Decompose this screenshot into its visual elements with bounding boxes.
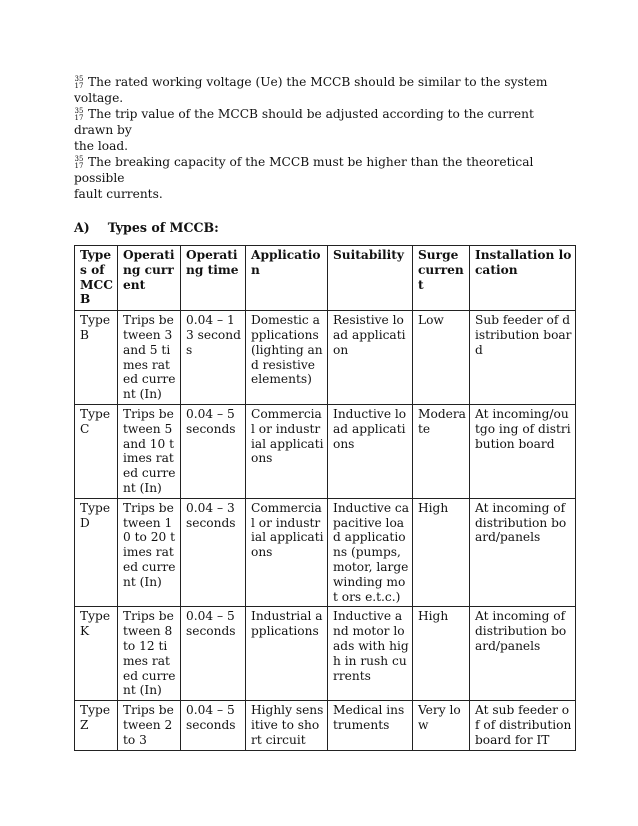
table-cell: Inductive capacitive load applications (pumps, motor, large winding mot ors e.t.c.) (328, 498, 413, 607)
intro-continuation: voltage. (74, 91, 124, 105)
table-row (75, 311, 576, 405)
table-cell: Medical instruments (328, 701, 413, 750)
table-cell: Inductive and motor loads with high in rush currents (328, 607, 413, 701)
header-surge-current: Surge current (413, 246, 470, 311)
intro-continuation: fault currents. (74, 187, 163, 201)
table-cell: 0.04 – 3 seconds (181, 498, 246, 607)
header-installation-location: Installation location (470, 246, 576, 311)
table-row (75, 701, 576, 750)
table-cell: Trips between 2 to 3 (118, 701, 181, 750)
section-title: Types of MCCB: (107, 220, 219, 235)
table-cell: Type Z (75, 701, 118, 750)
intro-bullet (74, 154, 574, 186)
table-row (75, 498, 576, 607)
bullet-glyph-icon: 35 17 (74, 155, 84, 170)
table-cell: Type K (75, 607, 118, 701)
table-cell: Type C (75, 404, 118, 498)
table-cell: At incoming of distribution board/panels (470, 498, 576, 607)
header-application: Application (246, 246, 328, 311)
header-type: Type s of MCC B (75, 246, 118, 311)
bullet-glyph-icon: 35 17 (74, 75, 84, 90)
mccb-types-table (74, 245, 576, 751)
table-cell: High (413, 607, 470, 701)
table-header-row (75, 246, 576, 311)
table-cell: Highly sensitive to short circuit (246, 701, 328, 750)
table-cell: 0.04 – 5 seconds (181, 701, 246, 750)
intro-paragraphs (74, 74, 574, 202)
table-cell: Type D (75, 498, 118, 607)
table-cell: Trips between 3 and 5 times rated current (In) (118, 311, 181, 405)
section-marker: A) (74, 220, 90, 235)
table-row (75, 607, 576, 701)
table-cell: Low (413, 311, 470, 405)
table-cell: High (413, 498, 470, 607)
intro-line: The rated working voltage (Ue) the MCCB should be similar to the system (88, 75, 548, 89)
table-cell: 0.04 – 13 seconds (181, 311, 246, 405)
table-cell: Type B (75, 311, 118, 405)
table-cell: 0.04 – 5 seconds (181, 404, 246, 498)
table-cell: At incoming/outgo ing of distribution board (470, 404, 576, 498)
table-cell: Trips between 5 and 10 times rated current (In) (118, 404, 181, 498)
table-cell: Sub feeder of distribution board (470, 311, 576, 405)
bullet-glyph-icon: 35 17 (74, 107, 84, 122)
table-cell: Industrial applications (246, 607, 328, 701)
intro-bullet (74, 74, 574, 90)
table-cell: Modera te (413, 404, 470, 498)
table-cell: Trips between 8 to 12 times rated current (In) (118, 607, 181, 701)
table-cell: Commercial or industrial applications (246, 498, 328, 607)
table-cell: Trips between 10 to 20 times rated current (In) (118, 498, 181, 607)
table-cell: Very low (413, 701, 470, 750)
table-cell: Commercial or industrial applications (246, 404, 328, 498)
intro-line: The breaking capacity of the MCCB must be higher than the theoretical possible (74, 155, 538, 185)
table-cell: At incoming of distribution board/panels (470, 607, 576, 701)
intro-continuation: the load. (74, 139, 129, 153)
table-row (75, 404, 576, 498)
document-page (74, 74, 574, 751)
table-cell: Domestic applications (lighting and resistive elements) (246, 311, 328, 405)
header-operating-time: Operati ng time (181, 246, 246, 311)
table-cell: Inductive load applications (328, 404, 413, 498)
table-cell: At sub feeder of of distribution board for IT (470, 701, 576, 750)
header-operating-current: Operati ng current (118, 246, 181, 311)
intro-bullet (74, 106, 574, 138)
table-cell: 0.04 – 5 seconds (181, 607, 246, 701)
intro-line: The trip value of the MCCB should be adjusted according to the current drawn by (74, 107, 538, 137)
section-heading (74, 220, 574, 235)
table-cell: Resistive load application (328, 311, 413, 405)
header-suitability: Suitability (328, 246, 413, 311)
